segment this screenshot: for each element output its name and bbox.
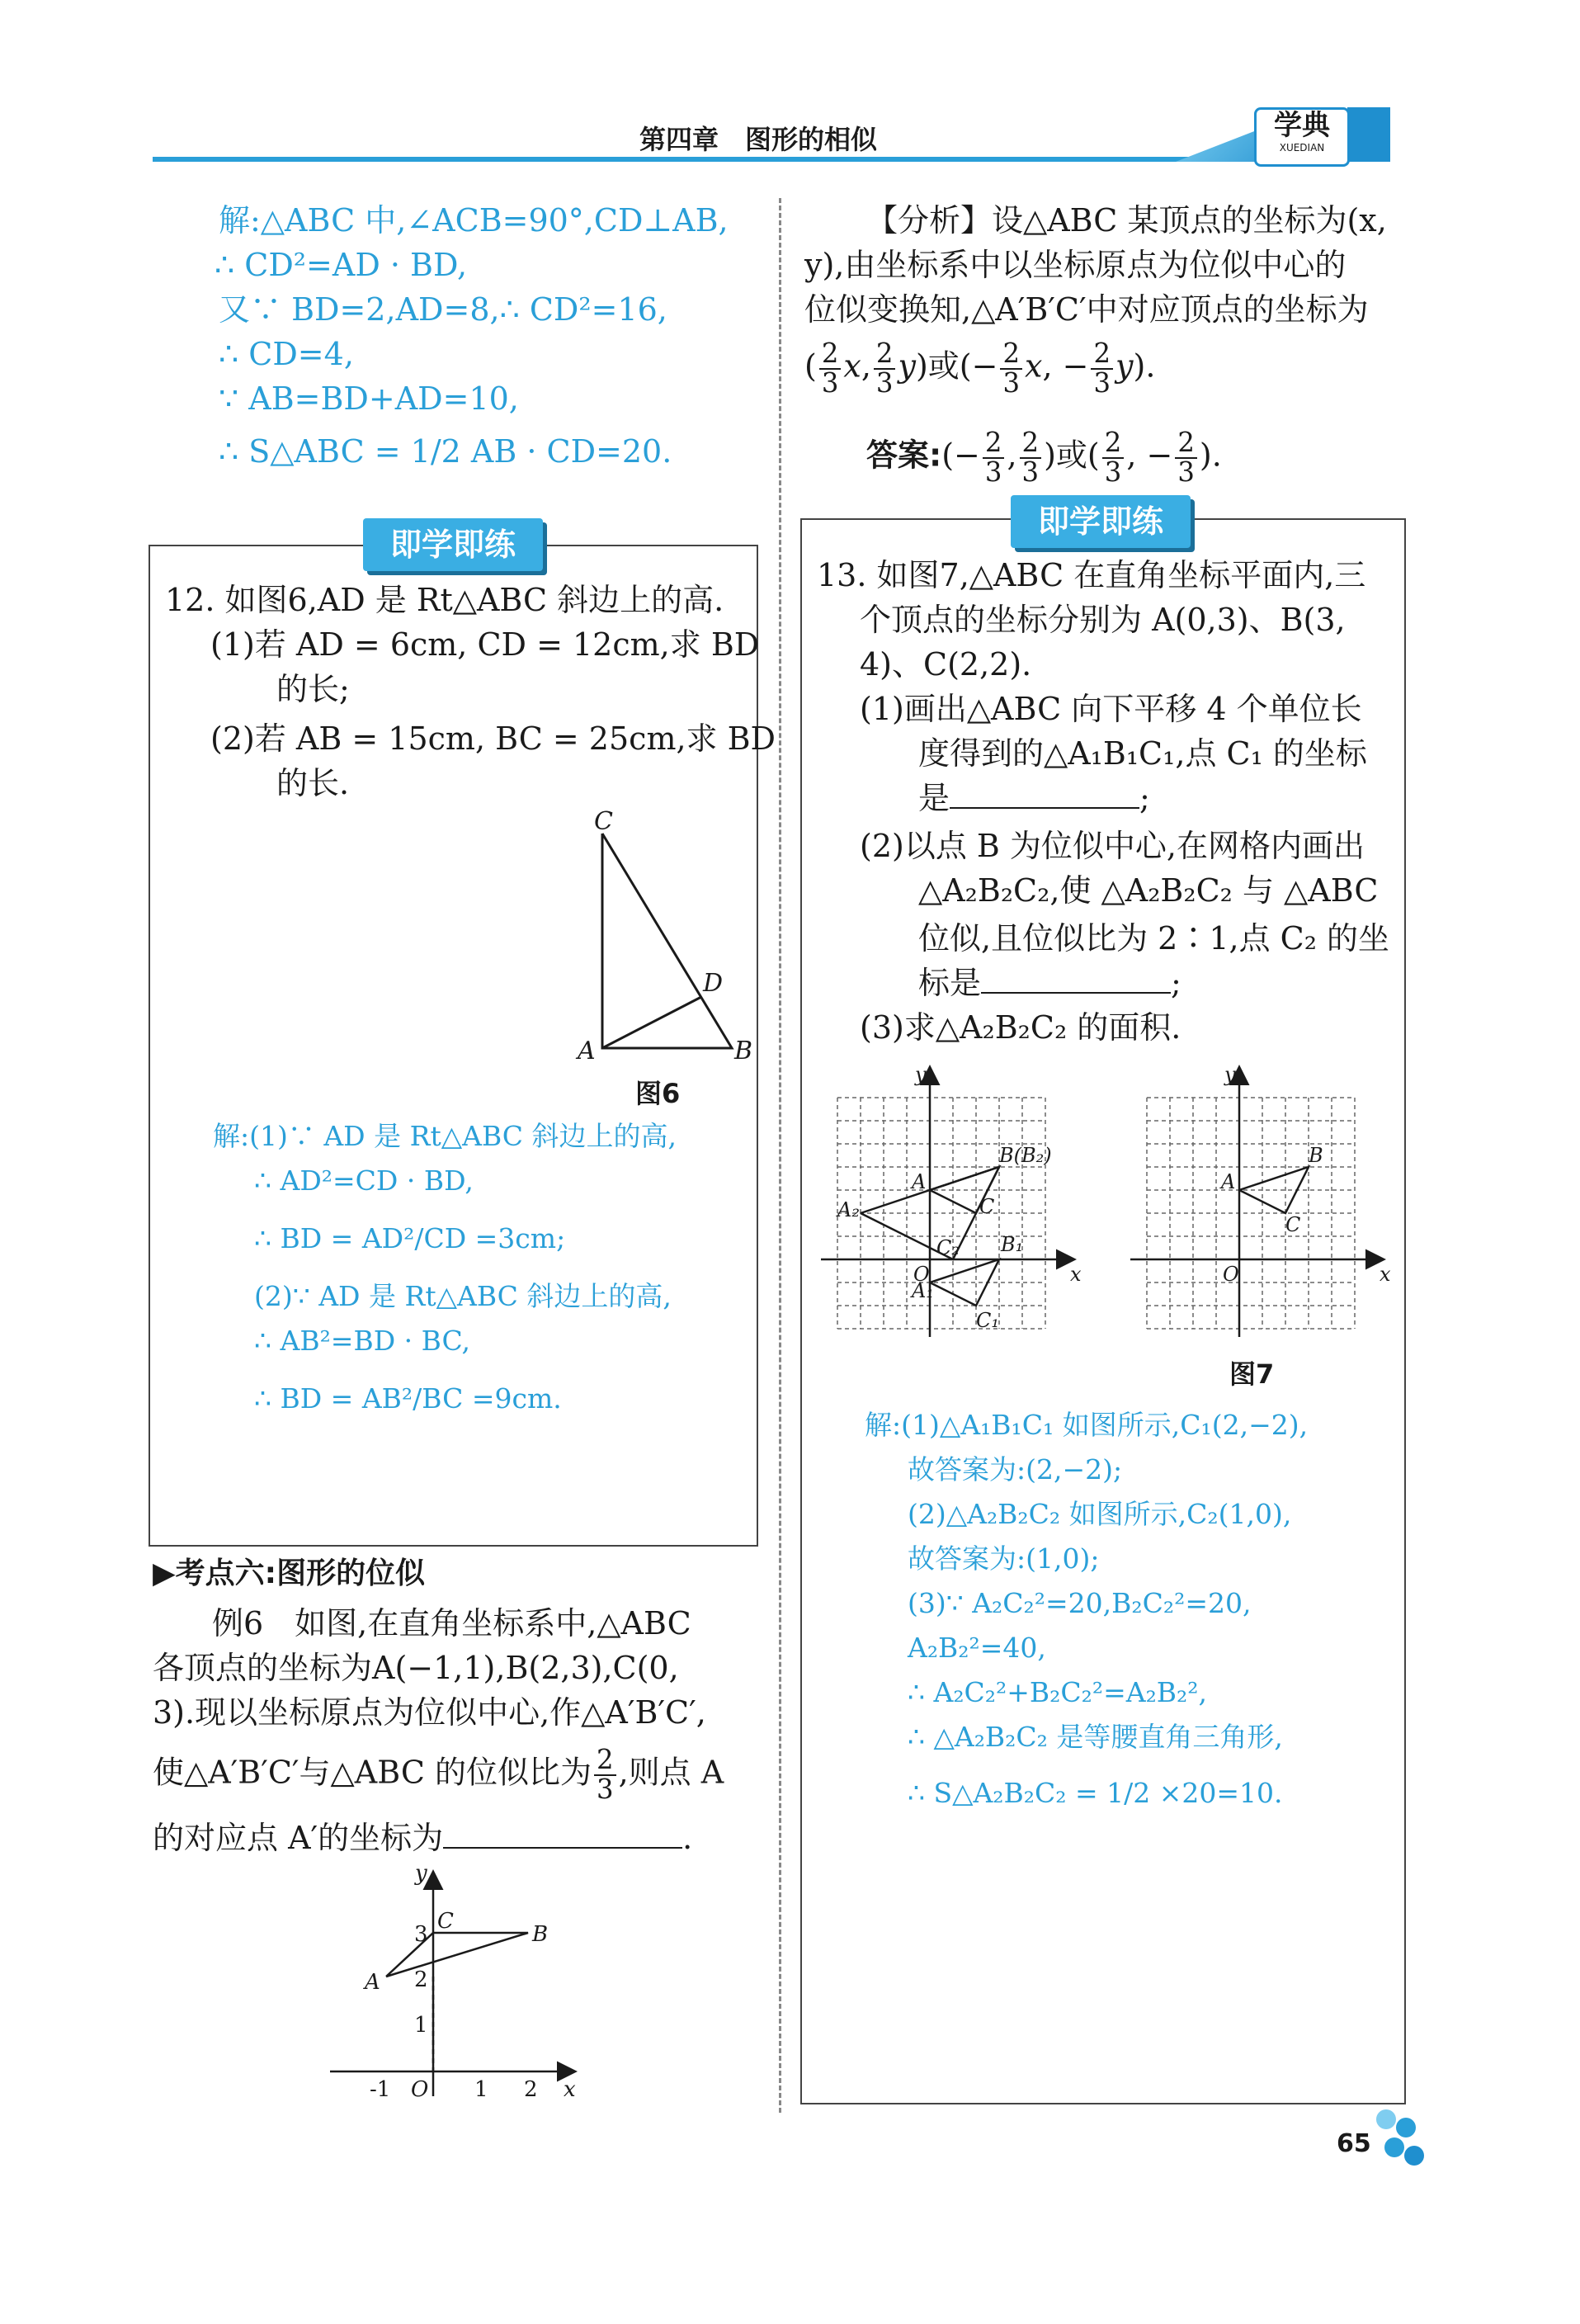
- ex6-line: 使△A′B′C′与△ABC 的位似比为 $\frac{2}{3}$ ,则点 A: [153, 1744, 724, 1805]
- sol12-line: ∴ BD = AB²/BC =9cm.: [254, 1382, 562, 1415]
- header-stripe: [1347, 107, 1390, 162]
- solution-13: 解:(1)△A₁B₁C₁ 如图所示,C₁(2,−2), 故答案为:(2,−2); (2)△A₂B₂C₂ 如图所示,C₂(1,0), 故答案为:(1,0); (3)∵ A₂C₂²=20,B₂C₂²=20, A₂B₂²=40, ∴ A₂C₂²+B₂C₂²=A₂B₂², ∴ △A₂B₂C₂ 是等腰直角三角形, ∴ S△A₂B₂C₂ = 1/2 ×20=10.: [865, 1409, 1309, 1809]
- brand-logo: 学典 XUEDIAN: [1254, 107, 1350, 167]
- page-number: 65: [1337, 2129, 1371, 2158]
- svg-text:2: 2: [414, 1967, 428, 1992]
- sol12-line: (2)∵ AD 是 Rt△ABC 斜边上的高,: [254, 1280, 672, 1312]
- svg-text:y: y: [1224, 1063, 1236, 1086]
- sol11-line: ∴ S△ABC = 1/2 AB · CD=20.: [219, 433, 672, 470]
- svg-text:C: C: [979, 1195, 995, 1218]
- q12-stem: 12. 如图6,AD 是 Rt△ABC 斜边上的高.: [165, 582, 724, 618]
- svg-text:2: 2: [524, 2077, 538, 2102]
- figure-7-left: [813, 1056, 1093, 1337]
- label-b: B: [734, 1037, 753, 1065]
- svg-text:y: y: [915, 1063, 927, 1086]
- svg-text:C₁: C₁: [976, 1309, 999, 1332]
- practice-title-right: 即学即练: [1011, 495, 1191, 548]
- analysis-line: y),由坐标系中以坐标原点为位似中心的: [804, 247, 1347, 283]
- sol12-line: 解:(1)∵ AD 是 Rt△ABC 斜边上的高,: [213, 1120, 677, 1152]
- sol11-line: ∴ CD²=AD · BD,: [215, 247, 468, 283]
- figure-6-caption: 图6: [635, 1078, 681, 1109]
- figure-7-caption: 图7: [1229, 1358, 1275, 1390]
- c2-blank[interactable]: [981, 992, 1171, 994]
- svg-text:B₁: B₁: [1001, 1233, 1024, 1256]
- sol11-line: ∴ CD=4,: [219, 336, 354, 372]
- kaodian-heading: ▶考点六:图形的位似: [153, 1556, 426, 1590]
- ex6-line: 3).现以坐标原点为位似中心,作△A′B′C′,: [153, 1694, 706, 1731]
- analysis-line: ( $\frac{2}{3}$ x, $\frac{2}{3}$ y)或(− $\frac{2}{3}$ x, − $\frac{2}{3}$ y).: [804, 338, 1156, 399]
- svg-text:O: O: [1223, 1263, 1239, 1286]
- svg-text:1: 1: [474, 2077, 488, 2102]
- sol11-line: 解:△ABC 中,∠ACB=90°,CD⊥AB,: [219, 202, 729, 239]
- svg-text:A₂: A₂: [837, 1198, 860, 1221]
- answer-line: 答案:(− $\frac{2}{3}$ , $\frac{2}{3}$ )或( $\frac{2}{3}$ , − $\frac{2}{3}$ ).: [866, 427, 1222, 488]
- svg-text:C₂: C₂: [936, 1236, 960, 1259]
- svg-text:C: C: [437, 1909, 454, 1934]
- solution-12: [213, 1114, 677, 1421]
- ex6-line: 各顶点的坐标为A(−1,1),B(2,3),C(0,: [153, 1650, 679, 1686]
- label-c: C: [594, 807, 613, 836]
- svg-text:A: A: [365, 1970, 380, 1995]
- ex6-line: 例6 如图,在直角坐标系中,△ABC: [212, 1605, 691, 1641]
- svg-text:x: x: [1380, 1263, 1391, 1286]
- svg-text:B: B: [532, 1922, 549, 1947]
- c1-blank[interactable]: [950, 807, 1139, 809]
- svg-text:y: y: [415, 1861, 427, 1886]
- svg-text:C: C: [1285, 1213, 1301, 1236]
- svg-text:B(B₂): B(B₂): [999, 1144, 1052, 1167]
- svg-text:A₁: A₁: [912, 1279, 934, 1302]
- svg-text:3: 3: [414, 1922, 428, 1947]
- svg-text:1: 1: [414, 2013, 428, 2038]
- sol11-line: ∵ AB=BD+AD=10,: [219, 380, 519, 417]
- figure-6: [561, 805, 759, 1077]
- figure-7-right: [1122, 1056, 1403, 1337]
- example-6: [153, 1601, 724, 1860]
- svg-text:O: O: [411, 2077, 429, 2102]
- sol12-line: ∴ BD = AD²/CD =3cm;: [254, 1222, 566, 1254]
- q12-part1-cont: 的长;: [276, 671, 350, 707]
- altitude-ad: [602, 997, 701, 1048]
- sol11-line: 又∵ BD=2,AD=8,∴ CD²=16,: [219, 291, 667, 328]
- chapter-title: 第四章 图形的相似: [639, 124, 878, 155]
- svg-text:-1: -1: [370, 2077, 391, 2102]
- svg-text:B: B: [1309, 1144, 1323, 1167]
- label-d: D: [703, 969, 724, 998]
- analysis: [804, 198, 1387, 398]
- question-12: [165, 578, 776, 805]
- sol12-line: ∴ AD²=CD · BD,: [254, 1164, 474, 1197]
- svg-text:O: O: [913, 1263, 930, 1286]
- analysis-line: 【分析】设△ABC 某顶点的坐标为(x,: [866, 202, 1387, 239]
- hexagon-decoration: [1376, 2109, 1396, 2129]
- svg-text:A: A: [912, 1170, 927, 1193]
- ratio-fraction: $\frac{2}{3}$: [594, 1746, 616, 1804]
- q12-part2: (2)若 AB = 15cm, BC = 25cm,求 BD: [210, 720, 776, 757]
- label-a: A: [578, 1037, 596, 1065]
- q12-part2-cont: 的长.: [276, 765, 350, 801]
- header-rule: [153, 157, 1291, 162]
- answer-blank[interactable]: [443, 1847, 682, 1849]
- practice-title-left: 即学即练: [363, 518, 543, 571]
- page-header: [153, 109, 1415, 165]
- sol12-line: ∴ AB²=BD · BC,: [254, 1325, 471, 1357]
- solution-11: [215, 198, 729, 474]
- q12-part1: (1)若 AD = 6cm, CD = 12cm,求 BD: [210, 626, 760, 663]
- triangle-abc: [386, 1933, 528, 1977]
- analysis-line: 位似变换知,△A′B′C′中对应顶点的坐标为: [804, 291, 1369, 328]
- svg-text:A: A: [1221, 1170, 1236, 1193]
- question-13: 13. 如图7,△ABC 在直角坐标平面内,三 个顶点的坐标分别为 A(0,3)、B(3, 4)、C(2,2). (1)画出△ABC 向下平移 4 个单位长 度得到的△A₁B₁C₁,点 C₁ 的坐标 是 ; (2)以点 B 为位似中心,在网格内画出 △A₂B₂C₂,使 △A₂B₂C₂ 与 △ABC 位似,且位似比为 2∶1,点 C₂ 的坐 标是 ; (3)求△A₂B₂C₂ 的面积.: [817, 557, 1390, 1046]
- column-divider: [779, 198, 781, 2113]
- svg-text:x: x: [1070, 1263, 1082, 1286]
- ex6-line: 的对应点 A′的坐标为 .: [153, 1819, 693, 1856]
- svg-text:x: x: [564, 2077, 576, 2102]
- example-6-figure: [322, 1857, 594, 2104]
